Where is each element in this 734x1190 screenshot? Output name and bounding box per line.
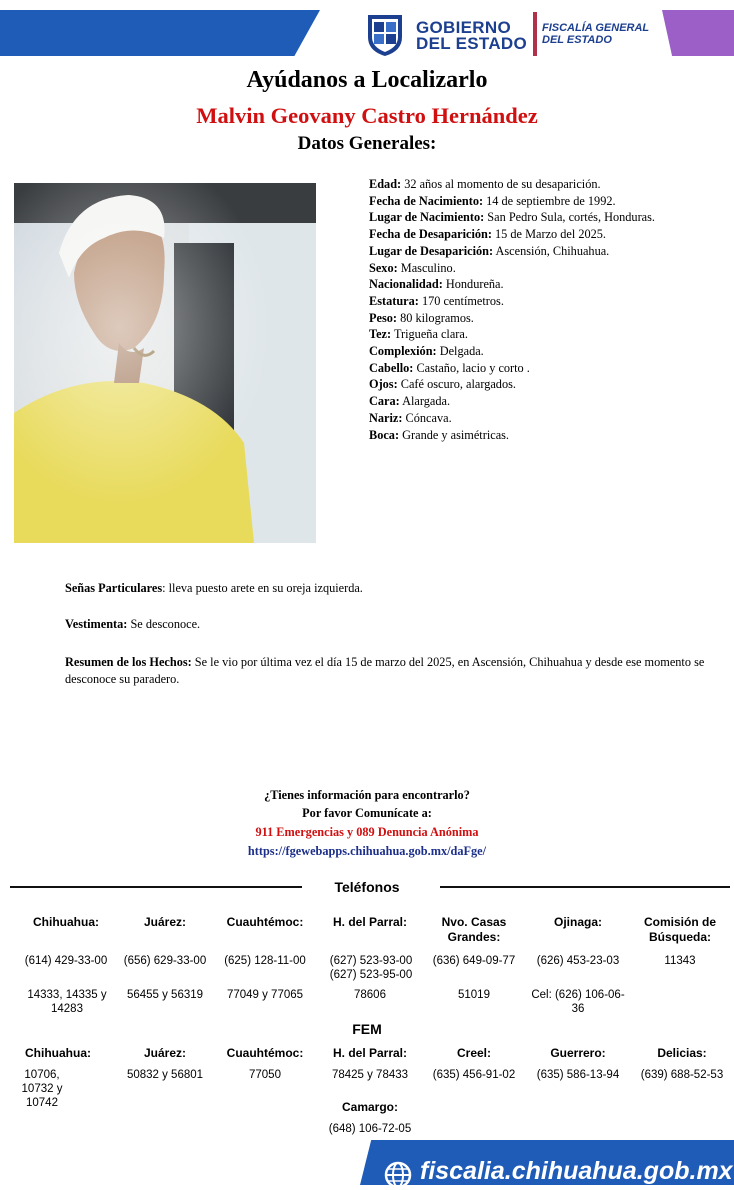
person-details-list xyxy=(369,176,655,443)
detail-value: Grande y asimétricas. xyxy=(399,427,510,442)
detail-label: Ojos: xyxy=(369,377,398,392)
fem-city-header: Chihuahua: xyxy=(25,1046,91,1060)
detail-label: Fecha de Desaparición: xyxy=(369,227,492,242)
detail-label: Estatura: xyxy=(369,293,419,308)
detail-value: 80 kilogramos. xyxy=(397,310,474,325)
detail-label: Complexión: xyxy=(369,344,437,359)
divider-right xyxy=(440,886,730,888)
detail-value: Delgada. xyxy=(436,344,484,359)
detail-label: Tez: xyxy=(369,327,392,342)
detail-label: Sexo: xyxy=(369,260,398,275)
fem-phone: (635) 586-13-94 xyxy=(536,1069,620,1081)
camargo-city: Camargo: xyxy=(341,1100,398,1114)
vestimenta: Vestimenta: Se desconoce. xyxy=(65,617,201,631)
tel-city-header: Nvo. Casas Grandes: xyxy=(441,915,507,944)
detail-value: San Pedro Sula, cortés, Honduras. xyxy=(484,210,655,225)
tel-city-header: H. del Parral: xyxy=(332,915,408,929)
detail-value: Masculino. xyxy=(397,260,456,275)
logo-divider xyxy=(533,12,537,56)
fem-phone: (639) 688-52-53 xyxy=(640,1069,724,1081)
fem-city-header: Delicias: xyxy=(657,1046,707,1060)
detail-label: Boca: xyxy=(369,427,400,442)
globe-icon xyxy=(383,1160,413,1190)
tel-phone: (636) 649-09-77 xyxy=(432,955,516,967)
telefonos-title: Teléfonos xyxy=(334,879,400,895)
senas-particulares: Señas Particulares: lleva puesto arete en su oreja izquierda. xyxy=(65,581,363,595)
tel-phone: (656) 629-33-00 xyxy=(123,955,207,967)
tel-extension: 78606 xyxy=(354,989,386,1001)
fem-phone: (635) 456-91-02 xyxy=(432,1069,516,1081)
detail-row xyxy=(369,343,655,360)
detail-label: Nacionalidad: xyxy=(369,277,443,292)
tel-phone: (614) 429-33-00 xyxy=(24,955,108,967)
missing-person-photo xyxy=(14,183,316,543)
contact-please: Por favor Comunícate a: xyxy=(302,806,432,820)
detail-value: Hondureña. xyxy=(442,277,504,292)
fem-phone: 78425 y 78433 xyxy=(331,1069,409,1081)
detail-row xyxy=(369,376,655,393)
fiscalia-logo-text: FISCALÍA GENERAL DEL ESTADO xyxy=(542,22,650,46)
detail-row xyxy=(369,260,655,277)
detail-label: Lugar de Nacimiento: xyxy=(369,210,485,225)
tel-extension: Cel: (626) 106-06-36 xyxy=(531,989,625,1015)
detail-row xyxy=(369,326,655,343)
detail-label: Cara: xyxy=(369,394,400,409)
tel-extension: 77049 y 77065 xyxy=(226,989,304,1001)
detail-row xyxy=(369,209,655,226)
tel-phone: (627) 523-93-00 (627) 523-95-00 xyxy=(329,955,413,981)
header-purple-bar xyxy=(662,10,734,56)
contact-url-link[interactable]: https://fgewebapps.chihuahua.gob.mx/daFge/ xyxy=(247,844,487,858)
detail-row xyxy=(369,310,655,327)
detail-row xyxy=(369,393,655,410)
fem-phone: 50832 y 56801 xyxy=(126,1069,204,1081)
detail-value: Castaño, lacio y corto . xyxy=(413,360,530,375)
detail-label: Cabello: xyxy=(369,360,414,375)
detail-row xyxy=(369,410,655,427)
detail-value: 15 de Marzo del 2025. xyxy=(491,227,607,242)
person-name: Malvin Geovany Castro Hernández xyxy=(196,103,538,128)
detail-label: Peso: xyxy=(369,310,397,325)
detail-value: Cóncava. xyxy=(402,410,452,425)
contact-question: ¿Tienes información para encontrarlo? xyxy=(264,788,470,802)
detail-label: Edad: xyxy=(369,177,402,191)
detail-value: 14 de septiembre de 1992. xyxy=(483,193,616,208)
fem-city-header: H. del Parral: xyxy=(332,1046,408,1060)
tel-extension: 14333, 14335 y 14283 xyxy=(27,989,107,1015)
detail-value: Ascensión, Chihuahua. xyxy=(493,243,610,258)
tel-city-header: Chihuahua: xyxy=(33,915,99,929)
detail-row xyxy=(369,193,655,210)
fem-city-header: Guerrero: xyxy=(550,1046,606,1060)
tel-city-header: Comisión de Búsqueda: xyxy=(643,915,716,944)
detail-row xyxy=(369,226,655,243)
detail-value: 32 años al momento de su desaparición. xyxy=(401,177,601,191)
fem-city-header: Cuauhtémoc: xyxy=(226,1046,304,1060)
detail-label: Fecha de Nacimiento: xyxy=(369,193,484,208)
state-seal-icon xyxy=(362,11,408,57)
detail-row xyxy=(369,360,655,377)
detail-row xyxy=(369,176,655,193)
tel-city-header: Juárez: xyxy=(143,915,187,929)
footer-website-link[interactable]: fiscalia.chihuahua.gob.mx xyxy=(420,1157,733,1185)
tel-extension: 51019 xyxy=(458,989,490,1001)
fem-phone: 77050 xyxy=(249,1069,281,1081)
detail-row xyxy=(369,427,655,444)
fem-phone: 10706, 10732 y 10742 xyxy=(21,1069,63,1109)
detail-row xyxy=(369,293,655,310)
detail-value: Trigueña clara. xyxy=(391,327,468,342)
tel-phone: (625) 128-11-00 xyxy=(224,955,306,967)
detail-value: 170 centímetros. xyxy=(418,293,504,308)
resumen-hechos: Resumen de los Hechos: Se le vio por última vez el día 15 de marzo del 2025, en Ascensión, Chihuahua y desde ese momento se desconoce su paradero. xyxy=(65,655,705,686)
fem-city-header: Juárez: xyxy=(143,1046,187,1060)
camargo-phone: (648) 106-72-05 xyxy=(328,1123,412,1135)
tel-city-header: Ojinaga: xyxy=(553,915,602,929)
gobierno-logo-text: GOBIERNO DEL ESTADO xyxy=(416,18,527,53)
tel-extension: 56455 y 56319 xyxy=(126,989,204,1001)
page-title: Ayúdanos a Localizarlo xyxy=(246,67,488,93)
detail-value: Café oscuro, alargados. xyxy=(397,377,516,392)
tel-phone: (626) 453-23-03 xyxy=(536,955,620,967)
fem-title: FEM xyxy=(352,1021,382,1037)
fem-city-header: Creel: xyxy=(456,1046,491,1060)
detail-row xyxy=(369,276,655,293)
detail-row xyxy=(369,243,655,260)
detail-label: Nariz: xyxy=(369,410,403,425)
tel-city-header: Cuauhtémoc: xyxy=(226,915,304,929)
detail-value: Alargada. xyxy=(399,394,451,409)
tel-phone: 11343 xyxy=(664,955,696,967)
emergency-numbers: 911 Emergencias y 089 Denuncia Anónima xyxy=(255,825,479,839)
section-title: Datos Generales: xyxy=(297,133,437,154)
detail-label: Lugar de Desaparición: xyxy=(369,243,494,258)
header-blue-bar xyxy=(0,10,320,56)
